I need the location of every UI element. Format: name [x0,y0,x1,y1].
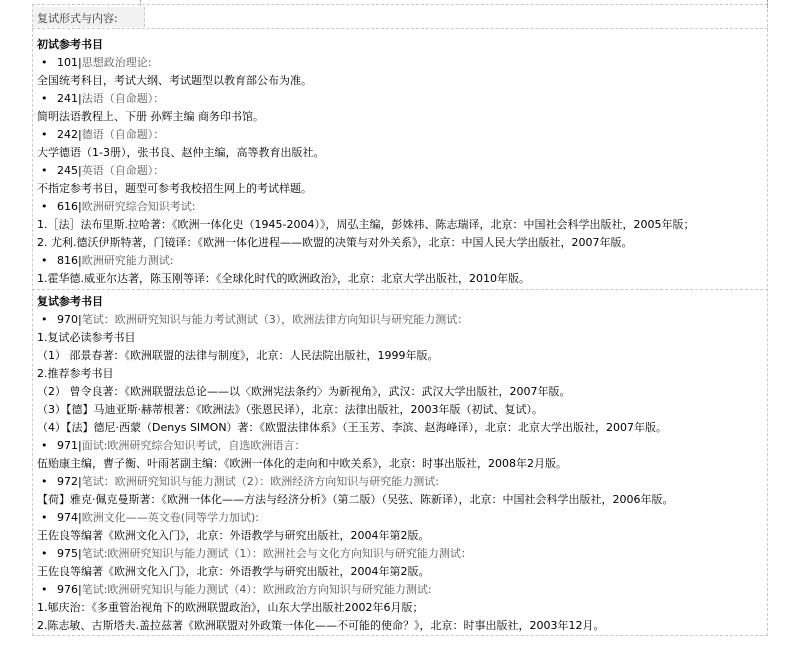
bullet-icon: • [41,92,48,105]
reference-line: 1.霍华德.威亚尔达著，陈玉刚等译：《全球化时代的欧洲政治》，北京：北京大学出版社，2010年版。 [37,272,530,285]
reference-line: 伍贻康主编，曹子衡、叶雨茗副主编：《欧洲一体化的走向和中欧关系》，北京：时事出版社，2008年2月版。 [37,457,567,470]
course-item [37,509,768,527]
course-subject: 欧洲研究能力测试: [81,254,174,267]
course-code: 241| [57,92,82,105]
reference-line: 大学德语（1-3册），张书良、赵仲主编，高等教育出版社。 [37,146,325,159]
bullet-icon: • [41,547,48,560]
reference-line: （4）【法】德尼·西蒙（Denys SIMON）著：《欧盟法律体系》（王玉芳、李滨、赵海峰译），北京：北京大学出版社，2007年版。 [37,421,668,434]
reference-line: （2） 曾令良著：《欧洲联盟法总论——以〈欧洲宪法条约〉为新视角》，武汉：武汉大学出版社，2007年版。 [37,385,571,398]
bullet-icon: • [41,475,48,488]
divider [32,28,768,29]
course-item [37,54,768,72]
reference-line: 1.［法］法布里斯.拉哈著：《欧洲一体化史（1945-2004）》，周弘主编，彭姝祎、陈志瑞译，北京：中国社会科学出版社，2005年版； [37,218,695,231]
course-item [37,198,768,216]
reference-line: （1） 邵景春著：《欧洲联盟的法律与制度》，北京：人民法院出版社，1999年版。 [37,349,439,362]
course-item [37,437,768,455]
reference-line: 王佐良等编著《欧洲文化入门》，北京：外语教学与研究出版社，2004年第2版。 [37,529,430,542]
bullet-icon: • [41,56,48,69]
course-item [37,126,768,144]
reference-line: 1.复试必读参考书目 [37,331,136,344]
course-subject: 德语（自命题）： [81,128,165,141]
reference-line: 2.陈志敏、古斯塔夫.盖拉兹著《欧洲联盟对外政策一体化——不可能的使命？》，北京：时事出版社，2003年12月。 [37,619,605,632]
section-header-label: 复试形式与内容: [33,7,145,27]
reference-line: 简明法语教程上、下册 孙辉主编 商务印书馆。 [37,110,264,123]
course-code: 972| [57,475,82,488]
reference-line: （3）【德】马迪亚斯·赫蒂根著：《欧洲法》（张恩民译），北京：法律出版社，2003年版（初试、复试）。 [37,403,543,416]
course-code: 242| [57,128,82,141]
bullet-icon: • [41,511,48,524]
course-code: 816| [57,254,82,267]
retest-reference-title: 复试参考书目 [37,295,103,308]
course-subject: 笔试：欧洲研究知识与能力考试测试（3），欧洲法律方向知识与研究能力测试： [81,313,469,326]
course-item [37,581,768,599]
reference-line: 全国统考科目，考试大纲、考试题型以教育部公布为准。 [37,74,312,87]
reference-line: 不指定参考书目，题型可参考我校招生网上的考试样题。 [37,182,312,195]
course-subject: 面试:欧洲研究综合知识考试，自选欧洲语言： [81,439,306,452]
divider [32,289,768,290]
bullet-icon: • [41,200,48,213]
reference-line: 王佐良等编著《欧洲文化入门》，北京：外语教学与研究出版社，2004年第2版。 [37,565,430,578]
bullet-icon: • [41,164,48,177]
course-code: 245| [57,164,82,177]
course-item [37,473,768,491]
course-item [37,311,768,329]
course-code: 974| [57,511,82,524]
course-subject: 思想政治理论: [81,56,152,69]
bullet-icon: • [41,128,48,141]
reference-line: 2. 尤利.德沃伊斯特著，门镜译：《欧洲一体化进程——欧盟的决策与对外关系》，北京：中国人民大学出版社，2007年版。 [37,236,633,249]
bullet-icon: • [41,254,48,267]
reference-line: 【荷】雅克·佩克曼斯著：《欧洲一体化——方法与经济分析》（第二版）（吴弦、陈新译），北京：中国社会科学出版社，2006年版。 [37,493,674,506]
course-code: 976| [57,583,82,596]
course-subject: 欧洲文化——英文卷(同等学力加试): [81,511,259,524]
bullet-icon: • [41,439,48,452]
course-item [37,162,768,180]
course-subject: 英语（自命题）： [81,164,165,177]
column-divider [767,0,768,8]
course-item [37,90,768,108]
initial-reference-title: 初试参考书目 [37,38,103,51]
course-code: 971| [57,439,82,452]
course-subject: 笔试：欧洲研究知识与能力测试（2）：欧洲经济方向知识与研究能力测试: [81,475,439,488]
initial-reference-section [37,36,768,288]
course-subject: 法语（自命题）： [81,92,165,105]
bullet-icon: • [41,313,48,326]
course-subject: 笔试:欧洲研究知识与能力测试（4）：欧洲政治方向知识与研究能力测试: [81,583,432,596]
retest-reference-section [37,293,768,635]
reference-line: 1.郇庆治：《多重管治视角下的欧洲联盟政治》，山东大学出版社2002年6月版； [37,601,424,614]
reference-line: 2.推荐参考书目 [37,367,114,380]
course-subject: 欧洲研究综合知识考试: [81,200,196,213]
course-code: 970| [57,313,82,326]
course-code: 975| [57,547,82,560]
bullet-icon: • [41,583,48,596]
course-item [37,252,768,270]
course-code: 616| [57,200,82,213]
course-code: 101| [57,56,82,69]
course-item [37,545,768,563]
course-subject: 笔试:欧洲研究知识与能力测试（1）：欧洲社会与文化方向知识与研究能力测试： [81,547,472,560]
